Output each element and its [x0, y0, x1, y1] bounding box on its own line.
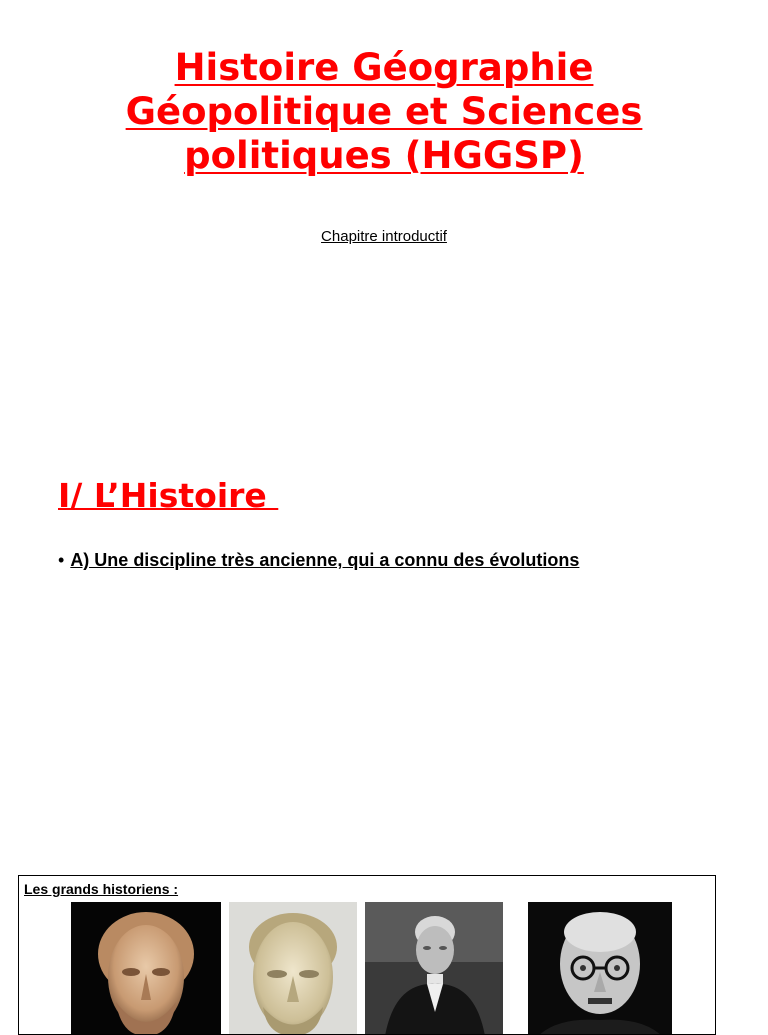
title-line-1: Histoire Géographie	[174, 46, 594, 89]
bust-herodotus-image	[71, 902, 221, 1035]
title-line-3: politiques (HGGSP)	[184, 134, 584, 177]
chapter-subtitle: Chapitre introductif	[321, 228, 447, 245]
historian-photo-1	[365, 902, 503, 1035]
bullet-item	[58, 550, 579, 571]
historians-label: Les grands historiens :	[24, 881, 179, 897]
title-line-2: Géopolitique et Sciences	[125, 90, 643, 133]
bust-thucydides-image	[229, 902, 357, 1035]
historians-box	[18, 875, 716, 1035]
page-title	[40, 46, 728, 178]
bullet-text: A) Une discipline très ancienne, qui a connu des évolutions	[70, 550, 580, 570]
bullet-icon: •	[58, 550, 65, 570]
historian-photo-2	[528, 902, 672, 1035]
section-heading: I/ L’Histoire	[58, 476, 279, 515]
